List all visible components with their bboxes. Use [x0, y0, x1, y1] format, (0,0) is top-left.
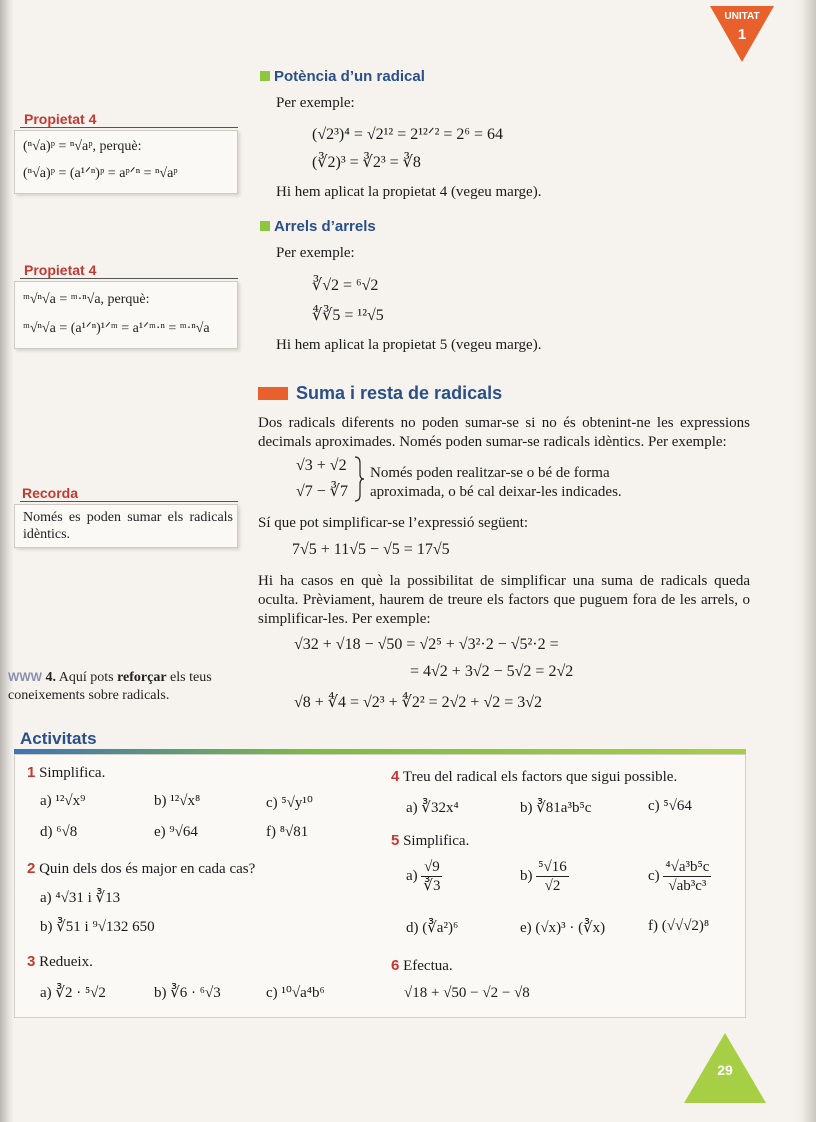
www-bold: reforçar	[117, 670, 167, 685]
activity-2	[27, 860, 255, 878]
suma-p1: Dos radicals diferents no poden sumar-se si no és obtenint-ne les expressions decimals aproximades. Només poden sumar-se radicals idèntics. Per exemple:	[258, 415, 750, 450]
suma-eq-simpl: 7√5 + 11√5 − √5 = 17√5	[292, 541, 450, 558]
sidebar-divider	[20, 501, 238, 502]
fraction-numerator: ⁵√16	[538, 859, 567, 875]
page-edge-right	[794, 0, 816, 1122]
sidebar-prop4b-box	[14, 281, 238, 349]
item-label: c)	[648, 867, 660, 884]
potencia-title: Potència d’un radical	[274, 68, 425, 85]
activity-item: d) (∛a²)⁶	[406, 920, 459, 936]
fraction-numerator: √9	[421, 858, 442, 877]
unit-badge	[710, 6, 774, 64]
activity-6	[391, 957, 453, 975]
activity-4	[391, 768, 677, 786]
activity-text: Quin dels dos és major en cada cas?	[39, 861, 256, 877]
activity-text: Simplifica.	[403, 833, 470, 849]
activity-item: √18 + √50 − √2 − √8	[404, 985, 530, 1001]
sidebar-prop4b-title: Propietat 4	[24, 262, 97, 278]
suma-title: Suma i resta de radicals	[296, 383, 503, 403]
suma-eq-a1: √32 + √18 − √50 = √2⁵ + √3²·2 − √5²·2 =	[294, 636, 559, 653]
sidebar-prop4a-line2: (ⁿ√a)ᵖ = (a¹ᐟⁿ)ᵖ = aᵖᐟⁿ = ⁿ√aᵖ	[23, 166, 178, 181]
fraction-denominator: √2	[544, 878, 561, 894]
sidebar-divider	[20, 127, 238, 128]
section-potencia-heading	[260, 68, 425, 85]
fraction-denominator: √ab³c³	[668, 878, 707, 894]
activity-1	[27, 764, 105, 782]
activity-item: b) ¹²√x⁸	[154, 793, 201, 809]
activity-item: b) ∛81a³b⁵c	[520, 800, 592, 816]
activity-item-fraction	[520, 858, 569, 895]
orange-bar-icon	[258, 387, 288, 400]
activity-number: 2	[27, 860, 36, 877]
activity-number: 5	[391, 832, 400, 849]
unit-number: 1	[737, 26, 747, 43]
suma-brace-text-1: Només poden realitzar-se o bé de forma	[370, 465, 610, 481]
activity-text: Simplifica.	[39, 765, 106, 781]
potencia-intro: Per exemple:	[276, 95, 355, 111]
activity-text: Redueix.	[39, 954, 93, 970]
activity-number: 1	[27, 764, 36, 781]
activity-text: Treu del radical els factors que sigui possible.	[402, 769, 678, 785]
activity-item: d) ⁶√8	[40, 824, 78, 840]
activity-item: e) ⁹√64	[154, 824, 198, 840]
potencia-eq1: (√2³)⁴ = √2¹² = 2¹²ᐟ² = 2⁶ = 64	[312, 126, 504, 143]
potencia-note: Hi hem aplicat la propietat 4 (vegeu marge).	[276, 184, 542, 200]
page-number-badge	[684, 1033, 766, 1105]
activity-item: c) ⁵√64	[648, 798, 692, 814]
suma-brace-text-2: aproximada, o bé cal deixar-les indicades.	[370, 484, 622, 500]
activity-number: 3	[27, 953, 36, 970]
activity-item: a) ¹²√x⁹	[40, 793, 86, 809]
activity-item: e) (√x)³ · (∛x)	[520, 920, 606, 936]
sidebar-prop4a-title: Propietat 4	[24, 111, 97, 127]
activity-item: c) ¹⁰√a⁴b⁶	[266, 985, 325, 1001]
sidebar-recorda-title: Recorda	[22, 485, 79, 501]
suma-ex1a: √3 + √2	[296, 457, 347, 474]
sidebar-prop4b-line1: ᵐ√ⁿ√a = ᵐ·ⁿ√a, perquè:	[23, 292, 150, 307]
activity-item: a) ∛32x⁴	[406, 800, 459, 816]
section-suma-heading	[258, 383, 502, 404]
activity-number: 6	[391, 957, 400, 974]
activity-item: b) ∛51 i ⁹√132 650	[40, 919, 155, 935]
arrels-eq1: ∛√2 = ⁶√2	[312, 277, 379, 294]
www-number: 4.	[45, 670, 56, 685]
activity-item: c) ⁵√y¹⁰	[266, 795, 313, 811]
suma-eq-a2: = 4√2 + 3√2 − 5√2 = 2√2	[410, 663, 574, 680]
section-arrels-heading	[260, 218, 376, 235]
sidebar-prop4a-box	[14, 130, 238, 194]
arrels-intro: Per exemple:	[276, 245, 355, 261]
unit-label: UNITAT	[724, 11, 760, 22]
arrels-eq2: ∜∛5 = ¹²√5	[312, 307, 384, 324]
suma-p3: Hi ha casos en què la possibilitat de simplificar una suma de radicals queda oculta. Prèviament, haurem de treure els factors que puguem fora de les arrels, o simplificar-les. Per exemple:	[258, 573, 750, 627]
sidebar-prop4a-line1: (ⁿ√a)ᵖ = ⁿ√aᵖ, perquè:	[23, 139, 142, 154]
activitats-box	[14, 754, 746, 1018]
page-number: 29	[717, 1062, 733, 1078]
green-square-icon	[260, 221, 270, 231]
fraction-numerator: ⁴√a³b⁵c	[665, 859, 710, 875]
suma-ex1b: √7 − ∛7	[296, 483, 348, 500]
activity-item: f) (√√√2)⁸	[648, 918, 710, 934]
www-icon: WWW	[8, 670, 42, 684]
www-text-a: Aquí pots	[58, 670, 114, 685]
activity-text: Efectua.	[403, 958, 453, 974]
activity-5	[391, 832, 469, 850]
suma-p2: Sí que pot simplificar-se l’expressió següent:	[258, 515, 529, 531]
curly-brace-icon	[353, 456, 365, 502]
potencia-eq2: (∛2)³ = ∛2³ = ∛8	[312, 154, 421, 171]
arrels-title: Arrels d’arrels	[274, 218, 376, 235]
activity-item: b) ∛6 · ⁶√3	[154, 985, 221, 1001]
activity-item: a) ⁴√31 i ∛13	[40, 890, 121, 906]
page-edge-left	[0, 0, 14, 1122]
www-text-b: els teus coneixements sobre radicals.	[8, 670, 212, 703]
activity-item-fraction	[406, 858, 442, 895]
fraction-denominator: ∛3	[423, 878, 441, 894]
item-label: b)	[520, 867, 533, 884]
sidebar-recorda-text: Només es poden sumar els radicals idèntics.	[23, 510, 233, 542]
activitats-title: Activitats	[20, 729, 97, 748]
sidebar-www[interactable]	[8, 668, 236, 705]
activity-3	[27, 953, 93, 971]
arrels-note: Hi hem aplicat la propietat 5 (vegeu marge).	[276, 337, 542, 353]
item-label: a)	[406, 867, 418, 884]
sidebar-prop4b-line2: ᵐ√ⁿ√a = (a¹ᐟⁿ)¹ᐟᵐ = a¹ᐟᵐ·ⁿ = ᵐ·ⁿ√a	[23, 321, 210, 336]
activity-item-fraction	[648, 858, 711, 895]
green-square-icon	[260, 71, 270, 81]
activity-item: a) ∛2 · ⁵√2	[40, 985, 106, 1001]
suma-eq-b: √8 + ∜4 = √2³ + ∜2² = 2√2 + √2 = 3√2	[294, 694, 543, 711]
activity-number: 4	[391, 768, 400, 785]
activity-item: f) ⁸√81	[266, 824, 309, 840]
sidebar-recorda-box	[14, 504, 238, 548]
sidebar-divider	[20, 278, 238, 279]
